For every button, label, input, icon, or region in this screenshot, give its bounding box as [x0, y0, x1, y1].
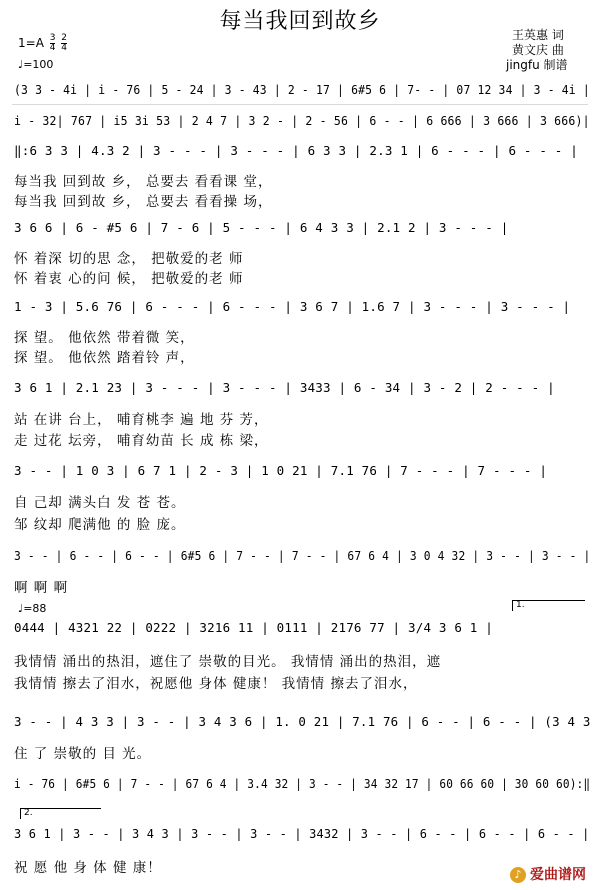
notation-line-5: 1 - 3 | 5.6 76 | 6 - - - | 6 - - - | 3 6 7 | 1.6 7 | 3 - - - | 3 - - - | [14, 299, 571, 314]
lyric-line-3a: 每当我 回到故 乡， 总要去 看看课 堂， [14, 174, 273, 190]
notation-line-1: (3 3 - 4i | i - 76 | 5 - 24 | 3 - 43 | 2 - 17 | 6#5 6 | 7- - | 07 12 34 | 3 - 4i | [14, 82, 590, 97]
lyric-line-12: 祝 愿 他 身 体 健 康！ [14, 860, 162, 876]
notation-line-9: 0444 | 4321 22 | 0222 | 3216 11 | 0111 | 2176 77 | 3/4 3 6 1 | [14, 620, 493, 635]
music-note-icon: ♪ [510, 867, 526, 883]
engraver-credit: jingfu 制谱 [506, 58, 568, 72]
notation-line-6: 3 6 1 | 2.1 23 | 3 - - - | 3 - - - | 3433 | 6 - 34 | 3 - 2 | 2 - - - | [14, 380, 555, 395]
volta-number-1: 1. [516, 600, 525, 610]
time-bottom-b: 4 [61, 43, 68, 53]
time-top-a: 3 [49, 33, 56, 43]
tempo-mark: ♩=100 [18, 58, 54, 71]
key-signature [18, 34, 67, 53]
lyric-line-8: 啊 啊 啊 [14, 580, 69, 596]
volta-number-2: 2. [24, 808, 33, 818]
lyric-line-4b: 怀 着衷 心的问 候， 把敬爱的老 师 [14, 271, 244, 287]
notation-line-3: ‖:6 3 3 | 4.3 2 | 3 - - - | 3 - - - | 6 3 3 | 2.3 1 | 6 - - - | 6 - - - | [14, 143, 578, 158]
notation-line-10: 3 - - | 4 3 3 | 3 - - | 3 4 3 6 | 1. 0 21 | 7.1 76 | 6 - - | 6 - - | (3 4 3 [14, 714, 591, 729]
notation-line-12: 3 6 1 | 3 - - | 3 4 3 | 3 - - | 3 - - | 3432 | 3 - - | 6 - - | 6 - - | 6 - - | [14, 826, 590, 841]
watermark-text: 爱曲谱网 [530, 867, 586, 883]
time-signature-a [50, 34, 56, 53]
time-signature-b [61, 34, 67, 53]
lyric-line-3b: 每当我 回到故 乡， 总要去 看看操 场， [14, 194, 273, 210]
notation-line-4: 3 6 6 | 6 - #5 6 | 7 - 6 | 5 - - - | 6 4 3 3 | 2.1 2 | 3 - - - | [14, 220, 509, 235]
song-title: 每当我回到故乡 [219, 9, 381, 34]
lyric-line-7b: 邹 纹却 爬满他 的 脸 庞。 [14, 517, 186, 533]
time-bottom-a: 4 [49, 43, 56, 53]
notation-line-8: 3 - - | 6 - - | 6 - - | 6#5 6 | 7 - - | 7 - - | 67 6 4 | 3 0 4 32 | 3 - - | 3 - - | [14, 548, 591, 563]
volta-bracket-2 [20, 808, 101, 819]
system-divider [12, 104, 588, 105]
lyricist-credit: 王英惠 词 [512, 28, 564, 42]
tempo-change-mark: ♩=88 [18, 602, 47, 615]
lyric-line-5b: 探 望。 他依然 踏着铃 声， [14, 350, 195, 366]
lyric-line-6b: 走 过花 坛旁， 哺育幼苗 长 成 栋 梁， [14, 433, 269, 449]
notation-line-2: i - 32| 767 | i5 3i 53 | 2 4 7 | 3 2 - | 2 - 56 | 6 - - | 6 666 | 3 666 | 3 666)| [14, 113, 590, 128]
lyric-line-4a: 怀 着深 切的思 念， 把敬爱的老 师 [14, 251, 244, 267]
lyric-line-9b: 我情情 擦去了泪水，祝愿他 身体 健康！ 我情情 擦去了泪水， [14, 676, 418, 692]
notation-line-7: 3 - - | 1 0 3 | 6 7 1 | 2 - 3 | 1 0 21 | 7.1 76 | 7 - - - | 7 - - - | [14, 463, 548, 478]
lyric-line-6a: 站 在讲 台上， 哺育桃李 遍 地 芬 芳， [14, 412, 269, 428]
lyric-line-7a: 自 己却 满头白 发 苍 苍。 [14, 495, 186, 511]
lyric-line-5a: 探 望。 他依然 带着微 笑， [14, 330, 195, 346]
composer-credit: 黄文庆 曲 [512, 43, 564, 57]
volta-bracket-1 [512, 600, 585, 611]
lyric-line-10: 住 了 崇敬的 目 光。 [14, 746, 152, 762]
lyric-line-9a: 我情情 涌出的热泪，遮住了 崇敬的目光。 我情情 涌出的热泪，遮 [14, 654, 442, 670]
site-watermark [510, 864, 586, 884]
time-top-b: 2 [61, 33, 68, 43]
key-label: 1=A [18, 36, 44, 50]
notation-line-11: i - 76 | 6#5 6 | 7 - - | 67 6 4 | 3.4 32 | 3 - - | 34 32 17 | 60 66 60 | 30 60 60):‖ [14, 776, 591, 791]
